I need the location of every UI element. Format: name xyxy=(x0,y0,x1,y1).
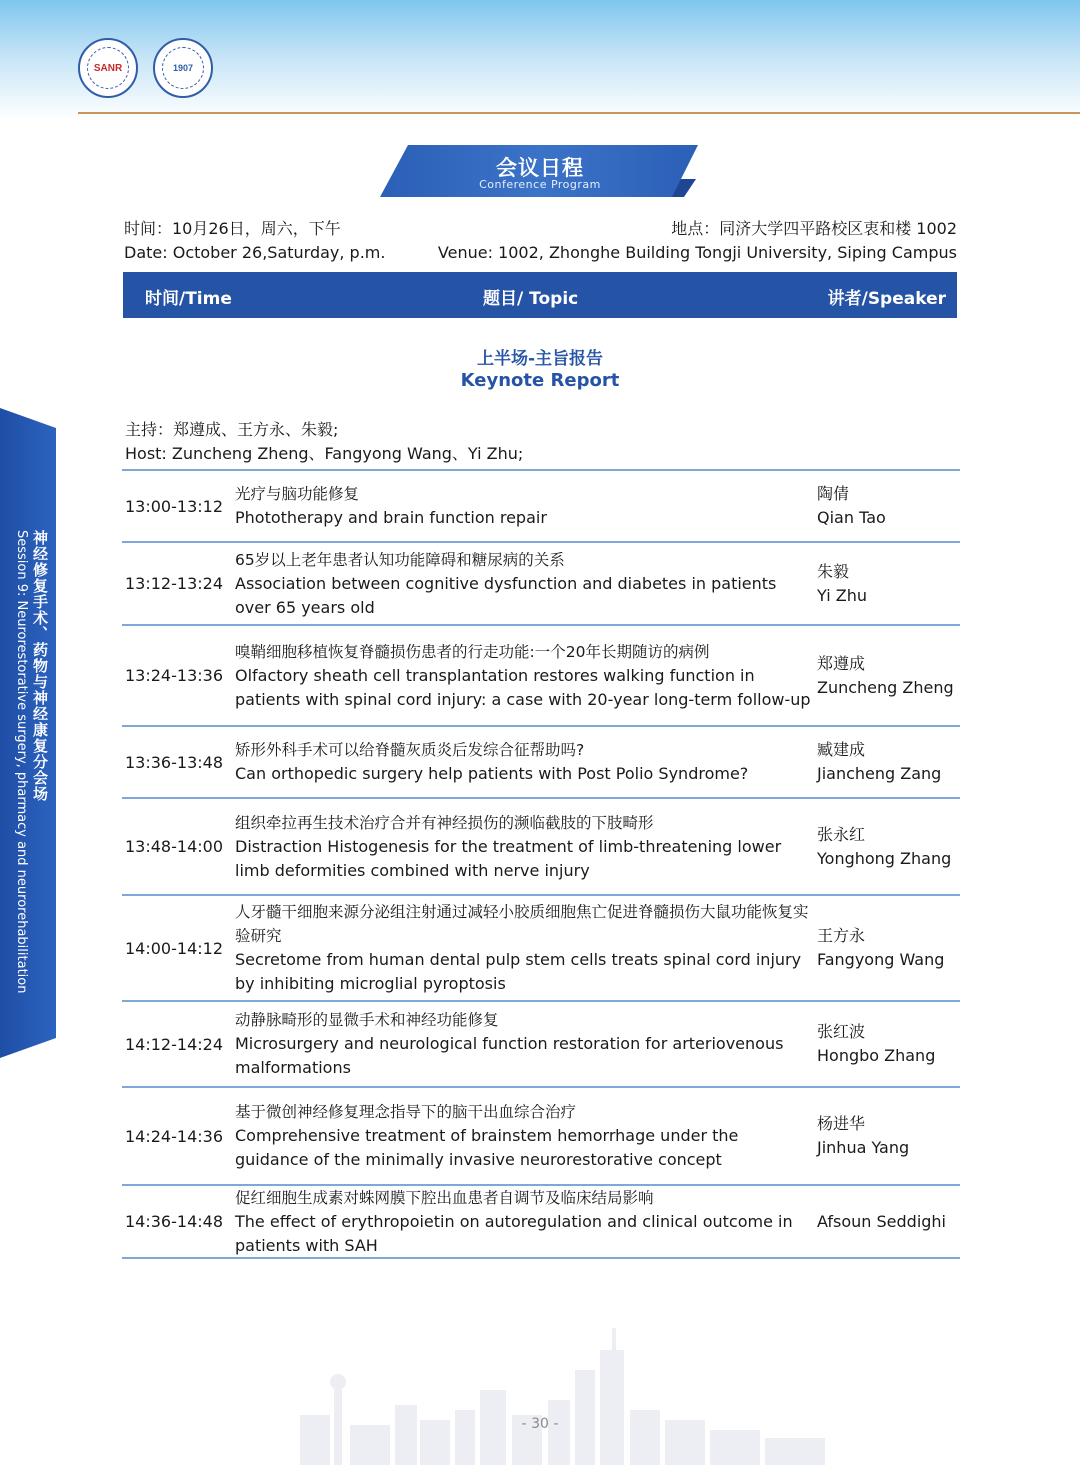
speaker-en: Yonghong Zhang xyxy=(817,848,952,868)
session-topic xyxy=(235,726,815,798)
session-topic xyxy=(235,542,815,625)
topic-zh: 动静脉畸形的显微手术和神经功能修复 xyxy=(235,1011,499,1029)
session-title-zh: 神经修复手术、药物与神经康复分会场 xyxy=(31,530,49,802)
session-topic xyxy=(235,470,815,542)
topic-zh: 人牙髓干细胞来源分泌组注射通过减轻小胶质细胞焦亡促进脊髓损伤大鼠功能恢复实验研究 xyxy=(235,903,809,945)
session-topic xyxy=(235,798,815,895)
date-en: Date: October 26,Saturday, p.m. xyxy=(124,243,386,262)
venue-zh: 地点：同济大学四平路校区衷和楼 1002 xyxy=(671,219,957,238)
session-time: 13:24-13:36 xyxy=(125,666,223,685)
city-skyline-watermark xyxy=(0,1320,1080,1465)
date-info xyxy=(124,217,385,265)
speaker-en: Fangyong Wang xyxy=(817,950,945,969)
session-topic xyxy=(235,1185,815,1258)
table-row xyxy=(122,470,960,542)
session-time: 14:12-14:24 xyxy=(125,1034,223,1054)
session-speaker xyxy=(817,895,960,1001)
session-speaker xyxy=(817,470,960,542)
speaker-zh: 杨进华 xyxy=(817,1114,866,1133)
topic-zh: 组织牵拉再生技术治疗合并有神经损伤的濒临截肢的下肢畸形 xyxy=(235,813,654,832)
speaker-zh: 郑遵成 xyxy=(817,653,866,673)
topic-en: Association between cognitive dysfunction and diabetes in patients over 65 years old xyxy=(235,573,777,617)
tongji-university-logo xyxy=(153,38,213,98)
session-time: 14:36-14:48 xyxy=(125,1212,223,1231)
session-topic xyxy=(235,625,815,726)
section-title-zh: 上半场-主旨报告 xyxy=(476,349,604,369)
topic-zh: 65岁以上老年患者认知功能障碍和糖尿病的关系 xyxy=(235,550,565,569)
speaker-en: Afsoun Seddighi xyxy=(817,1211,946,1231)
session-time: 13:36-13:48 xyxy=(125,752,223,772)
session-title-en: Session 9: Neurorestorative surgery, pharmacy and neurorehabilitation xyxy=(14,530,29,994)
topic-zh: 矫形外科手术可以给脊髓灰质炎后发综合征帮助吗? xyxy=(235,741,585,759)
table-row xyxy=(122,1001,960,1087)
venue-en: Venue: 1002, Zhonghe Building Tongji University, Siping Campus xyxy=(437,243,957,262)
row-divider xyxy=(122,1257,960,1259)
speaker-zh: 陶倩 xyxy=(817,484,850,503)
speaker-zh: 朱毅 xyxy=(817,561,850,581)
topic-en: Olfactory sheath cell transplantation restores walking function in patients with spinal cord injury: a case with 20-year long-term follow-up xyxy=(235,665,811,709)
header-speaker: 讲者/Speaker xyxy=(827,289,946,309)
topic-zh: 促红细胞生成素对蛛网膜下腔出血患者自调节及临床结局影响 xyxy=(235,1188,654,1207)
venue-info xyxy=(438,217,957,265)
table-row xyxy=(122,542,960,625)
topic-en: Can orthopedic surgery help patients with Post Polio Syndrome? xyxy=(235,764,749,783)
topic-en: The effect of erythropoietin on autoregulation and clinical outcome in patients with SAH xyxy=(235,1211,793,1255)
topic-zh: 嗅鞘细胞移植恢复脊髓损伤患者的行走功能:一个20年长期随访的病例 xyxy=(235,642,710,661)
tongji-logo-mark: 1907 xyxy=(162,47,204,89)
banner-title: 会议日程 xyxy=(496,156,584,180)
table-row xyxy=(122,625,960,726)
speaker-en: Jiancheng Zang xyxy=(817,764,942,783)
table-row xyxy=(122,798,960,895)
speaker-zh: 张红波 xyxy=(817,1022,866,1041)
topic-en: Comprehensive treatment of brainstem hemorrhage under the guidance of the minimally invasive neurorestorative concept xyxy=(235,1126,739,1169)
session-topic xyxy=(235,895,815,1001)
topic-zh: 光疗与脑功能修复 xyxy=(235,485,360,503)
session-speaker xyxy=(817,1185,960,1258)
header-time: 时间/Time xyxy=(145,289,232,309)
speaker-en: Jinhua Yang xyxy=(817,1138,910,1157)
session-speaker xyxy=(817,1001,960,1087)
conference-program-banner xyxy=(380,145,700,197)
session-topic xyxy=(235,1001,815,1087)
table-row xyxy=(122,726,960,798)
speaker-en: Yi Zhu xyxy=(817,585,867,605)
session-speaker xyxy=(817,625,960,726)
session-time: 13:48-14:00 xyxy=(125,837,223,856)
session-speaker xyxy=(817,542,960,625)
speaker-zh: 王方永 xyxy=(817,926,866,945)
topic-en: Phototherapy and brain function repair xyxy=(235,508,547,527)
topic-zh: 基于微创神经修复理念指导下的脑干出血综合治疗 xyxy=(235,1103,577,1121)
sanr-logo xyxy=(78,38,138,98)
speaker-en: Hongbo Zhang xyxy=(817,1046,936,1065)
session-time: 13:00-13:12 xyxy=(125,496,223,516)
session-time: 14:00-14:12 xyxy=(125,938,223,958)
table-header xyxy=(123,272,957,318)
topic-en: Distraction Histogenesis for the treatment of limb-threatening lower limb deformities combined with nerve injury xyxy=(235,836,782,880)
topic-en: Secretome from human dental pulp stem cells treats spinal cord injury by inhibiting microglial pyroptosis xyxy=(235,950,802,993)
page-number: - 30 - xyxy=(521,1416,559,1432)
speaker-en: Qian Tao xyxy=(817,508,886,527)
session-topic xyxy=(235,1087,815,1185)
speaker-zh: 臧建成 xyxy=(817,740,866,759)
host-info xyxy=(125,418,523,466)
session-speaker xyxy=(817,726,960,798)
speaker-en: Zuncheng Zheng xyxy=(817,677,954,697)
section-title-en: Keynote Report xyxy=(460,370,620,391)
banner-subtitle: Conference Program xyxy=(479,178,601,191)
session-speaker xyxy=(817,1087,960,1185)
table-row xyxy=(122,1087,960,1185)
sanr-logo-mark: SANR xyxy=(87,47,129,89)
header-topic: 题目/ Topic xyxy=(483,289,579,309)
host-zh: 主持：郑遵成、王方永、朱毅; xyxy=(125,420,339,439)
table-row xyxy=(122,895,960,1001)
session-time: 14:24-14:36 xyxy=(125,1126,223,1146)
host-en: Host: Zuncheng Zheng、Fangyong Wang、Yi Zhu; xyxy=(125,444,524,463)
header-divider xyxy=(78,112,1080,114)
session-time: 13:12-13:24 xyxy=(125,574,223,593)
table-row xyxy=(122,1185,960,1258)
speaker-zh: 张永红 xyxy=(817,824,866,844)
topic-en: Microsurgery and neurological function restoration for arteriovenous malformations xyxy=(235,1034,784,1077)
date-zh: 时间：10月26日，周六，下午 xyxy=(124,219,341,238)
session-speaker xyxy=(817,798,960,895)
